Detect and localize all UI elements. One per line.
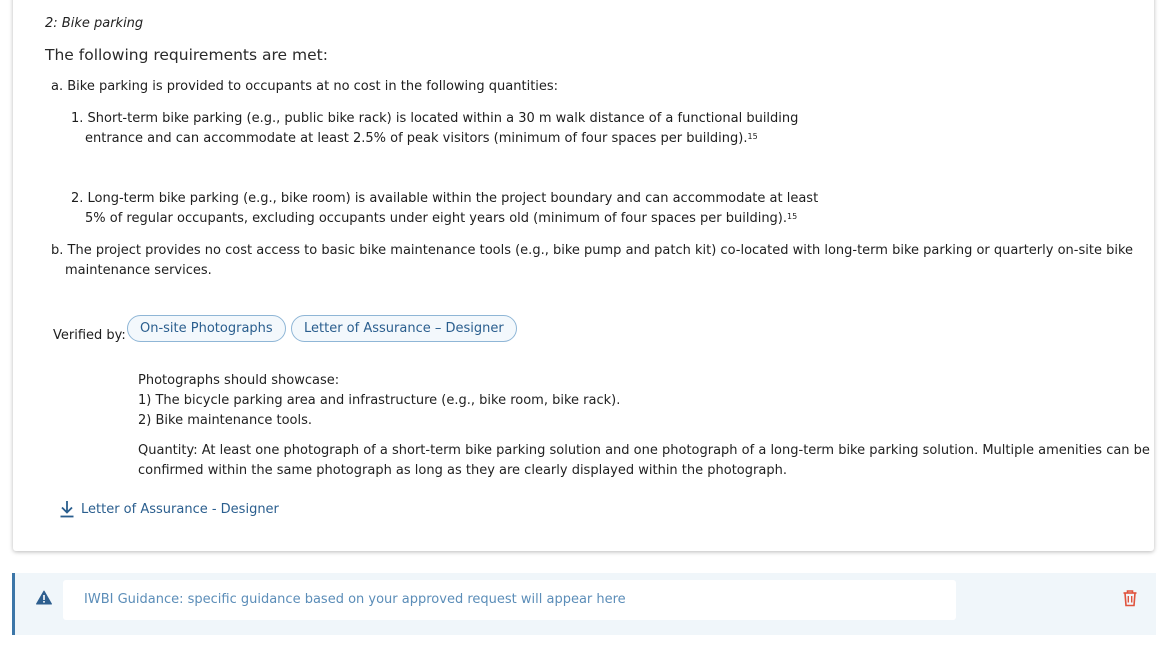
requirements-intro: The following requirements are met: xyxy=(45,46,328,64)
requirement-b xyxy=(51,241,1133,281)
feature-card xyxy=(13,0,1154,551)
requirement-a-item-2 xyxy=(71,189,818,229)
verified-by-label: Verified by: xyxy=(53,328,126,343)
item-1-line-2: entrance and can accommodate at least 2.5% of peak visitors (minimum of four spaces per building). xyxy=(85,131,748,146)
download-letter-of-assurance-link[interactable] xyxy=(59,500,279,518)
download-icon xyxy=(59,500,75,518)
warning-icon xyxy=(36,590,52,605)
guidance-text: IWBI Guidance: specific guidance based on your approved request will appear here xyxy=(84,592,626,607)
quantity-line-2: confirmed within the same photograph as long as they are clearly displayed within the photograph. xyxy=(138,463,787,478)
requirement-b-line-1: b. The project provides no cost access to basic bike maintenance tools (e.g., bike pump and patch kit) co-located with long-term bike parking or quarterly on-site bike xyxy=(51,243,1134,258)
guidance-message-box xyxy=(63,580,956,620)
trash-icon[interactable] xyxy=(1122,589,1138,607)
requirement-a-item-1 xyxy=(71,109,798,149)
photo-heading: Photographs should showcase: xyxy=(138,373,340,388)
tag-on-site-photographs[interactable]: On-site Photographs xyxy=(127,315,286,342)
feature-title: 2: Bike parking xyxy=(45,16,144,31)
download-label: Letter of Assurance - Designer xyxy=(81,501,279,517)
tag-letter-of-assurance-designer[interactable]: Letter of Assurance – Designer xyxy=(291,315,517,342)
photo-requirements xyxy=(138,371,620,431)
item-2-line-1: 2. Long-term bike parking (e.g., bike room) is available within the project boundary and can accommodate at least xyxy=(71,191,819,206)
footnote-ref[interactable]: 15 xyxy=(747,132,758,141)
photo-item-1: 1) The bicycle parking area and infrastructure (e.g., bike room, bike rack). xyxy=(138,393,621,408)
photo-quantity xyxy=(138,441,1150,481)
photo-item-2: 2) Bike maintenance tools. xyxy=(138,413,313,428)
item-2-line-2: 5% of regular occupants, excluding occupants under eight years old (minimum of four spaces per building). xyxy=(85,211,788,226)
quantity-line-1: Quantity: At least one photograph of a short-term bike parking solution and one photograph of a long-term bike parking solution. Multiple amenities can be xyxy=(138,443,1150,458)
item-1-line-1: 1. Short-term bike parking (e.g., public bike rack) is located within a 30 m walk distance of a functional building xyxy=(71,111,799,126)
iwbi-guidance-bar xyxy=(12,573,1156,635)
requirement-a: a. Bike parking is provided to occupants at no cost in the following quantities: xyxy=(51,79,559,94)
footnote-ref[interactable]: 15 xyxy=(787,212,798,221)
requirement-b-line-2: maintenance services. xyxy=(65,263,212,278)
